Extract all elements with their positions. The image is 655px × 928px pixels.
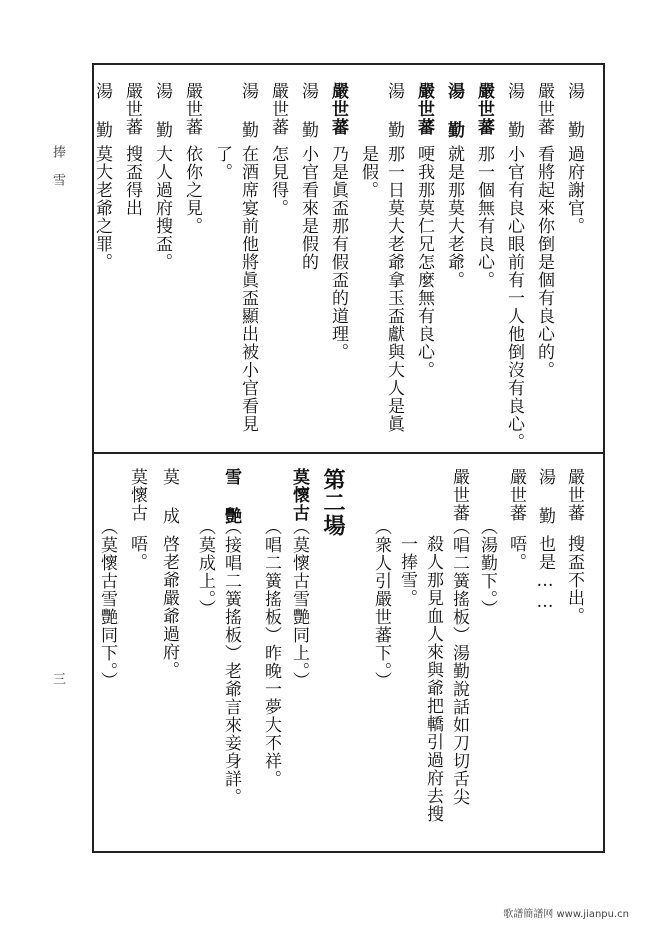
dialogue-line: （湯勤下。） <box>477 518 497 618</box>
speaker-name: 湯 勤 <box>384 82 404 139</box>
dialogue-line: （莫成上。） <box>195 518 215 618</box>
dialogue-line: 搜盃得出 <box>122 145 142 217</box>
dialogue-line: （莫懷古雪艷同上。） <box>289 518 309 690</box>
speaker-name: 嚴世蕃 <box>474 82 494 136</box>
dialogue-line: 一捧雪。 <box>397 535 417 607</box>
dialogue-line: 看將起來你倒是個有良心的。 <box>534 145 554 379</box>
page-number: 三 <box>50 672 65 685</box>
speaker-name: 莫懷古 <box>289 468 309 522</box>
dialogue-line: 小官有良心眼前有一人他倒沒有良心。 <box>504 145 524 451</box>
speaker-name: 嚴世蕃 <box>564 468 584 522</box>
dialogue-line: 莫大老爺之罪。 <box>92 145 112 271</box>
scene-title: 第二場 <box>320 468 346 537</box>
speaker-name: 嚴世蕃 <box>506 468 526 522</box>
dialogue-line: 唔。 <box>506 535 526 571</box>
section-divider <box>92 452 605 454</box>
speaker-name: 嚴世蕃 <box>534 82 554 136</box>
dialogue-line: 過府謝官。 <box>564 145 584 235</box>
speaker-name: 嚴世蕃 <box>182 82 202 136</box>
speaker-name: 湯 勤 <box>504 82 524 139</box>
dialogue-line: 那一日莫大老爺拿玉盃獻與大人是眞 <box>384 145 404 433</box>
dialogue-line: 了。 <box>212 145 232 181</box>
speaker-name: 嚴世蕃 <box>414 82 434 136</box>
speaker-name: 莫懷古 <box>127 468 147 522</box>
speaker-name: 湯 勤 <box>564 82 584 139</box>
dialogue-line: 就是那莫大老爺。 <box>444 145 464 289</box>
speaker-name: 莫 成 <box>159 468 179 525</box>
dialogue-line: （接唱二簧搖板）老爺言來妾身詳。 <box>221 518 241 806</box>
dialogue-line: 依你之見。 <box>182 145 202 235</box>
dialogue-line: 乃是眞盃那有假盃的道理。 <box>328 145 348 361</box>
speaker-name: 嚴世蕃 <box>328 82 348 136</box>
dialogue-line: （衆人引嚴世蕃下。） <box>371 518 391 690</box>
dialogue-line: 也是…… <box>535 535 555 613</box>
dialogue-line: （唱二簧搖板）湯勤說話如刀切舌尖 <box>449 518 469 806</box>
dialogue-line: 唔。 <box>127 535 147 571</box>
speaker-name: 湯 勤 <box>535 468 555 525</box>
speaker-name: 湯 勤 <box>298 82 318 139</box>
speaker-name: 湯 勤 <box>92 82 112 139</box>
dialogue-line: 怎見得。 <box>268 145 288 217</box>
speaker-name: 嚴世蕃 <box>122 82 142 136</box>
dialogue-line: 搜盃不出。 <box>564 535 584 625</box>
margin-title: 捧 雪 <box>50 145 65 186</box>
dialogue-line: （唱二簧搖板）昨晚一夢大不祥。 <box>261 518 281 788</box>
speaker-name: 嚴世蕃 <box>268 82 288 136</box>
speaker-name: 嚴世蕃 <box>449 468 469 522</box>
dialogue-line: （莫懷古雪艷同下。） <box>97 518 117 690</box>
dialogue-line: 殺人那見血人來與爺把轎引過府去搜 <box>423 535 443 823</box>
speaker-name: 湯 勤 <box>444 82 464 139</box>
dialogue-line: 哽我那莫仁兄怎麼無有良心。 <box>414 145 434 379</box>
dialogue-line: 小官看來是假的 <box>298 145 318 271</box>
speaker-name: 雪 艷 <box>221 468 241 525</box>
watermark: 歌譜簡譜网 www.jianpu.cn <box>503 909 629 920</box>
dialogue-line: 是假。 <box>358 145 378 199</box>
dialogue-line: 大人過府搜盃。 <box>152 145 172 271</box>
speaker-name: 湯 勤 <box>238 82 258 139</box>
dialogue-line: 啓老爺嚴爺過府。 <box>159 535 179 679</box>
dialogue-line: 在酒席宴前他將眞盃顯出被小官看見 <box>238 145 258 433</box>
speaker-name: 湯 勤 <box>152 82 172 139</box>
dialogue-line: 那一個無有良心。 <box>474 145 494 289</box>
